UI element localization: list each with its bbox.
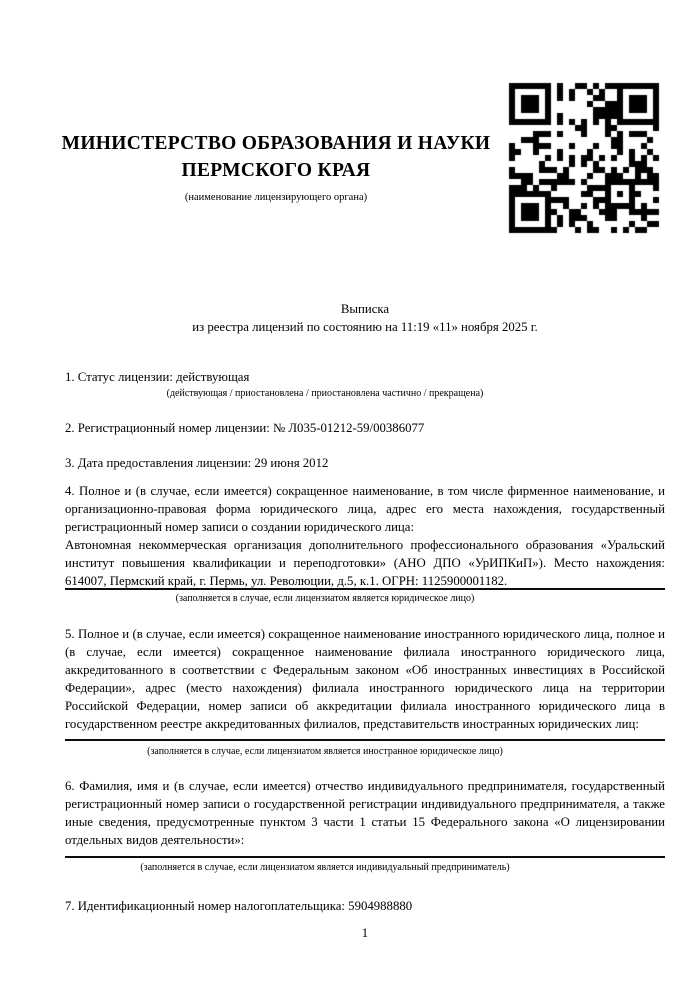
field-taxpayer-number: 7. Идентификационный номер налогоплательщика: 5904988880 xyxy=(65,899,413,913)
ministry-name-line2: ПЕРМСКОГО КРАЯ xyxy=(181,160,371,181)
ministry-header xyxy=(40,130,512,203)
foreign-entity-label: 5. Полное и (в случае, если имеется) сокращенное наименование иностранного юридического лица, полное и (в случае, если имеется) сокращенное наименование филиала иностранного юридического лица, аккредитованного в соответствии с Федеральным законом «Об иностранных инвестициях в Российской Федерации», адрес (место нахождения) филиала иностранного юридического лица на территории Российской Федерации, номер записи об аккредитации филиала иностранного юридического лица в государственном реестре аккредитованных филиалов, представительств иностранных юридических лиц: xyxy=(65,627,665,731)
document-title-line2: из реестра лицензий по состоянию на 11:19 «11» ноября 2025 г. xyxy=(192,320,538,334)
foreign-entity-underline xyxy=(65,739,665,741)
legal-entity-value: Автономная некоммерческая организация дополнительного профессионального образования «Уральский институт повышения квалификации и переподготовки» (АНО ДПО «УрИПКиП»). Место нахождения: 614007, Пермский край, г. Пермь, ул. Революции, д.5, к.1. ОГРН: 1125900001182. xyxy=(65,538,665,588)
field-legal-entity xyxy=(65,482,665,590)
page-number: 1 xyxy=(361,926,369,940)
document-title xyxy=(65,300,665,336)
entrepreneur-caption: (заполняется в случае, если лицензиатом является индивидуальный предприниматель) xyxy=(140,862,510,873)
field-grant-date: 3. Дата предоставления лицензии: 29 июня 2012 xyxy=(65,456,329,470)
ministry-name-line1: МИНИСТЕРСТВО ОБРАЗОВАНИЯ И НАУКИ xyxy=(61,133,491,154)
field-foreign-entity xyxy=(65,625,665,733)
document-title-line1: Выписка xyxy=(340,302,390,316)
field-registration-number: 2. Регистрационный номер лицензии: № Л035-01212-59/00386077 xyxy=(65,421,425,435)
field-license-status: 1. Статус лицензии: действующая xyxy=(65,370,250,384)
legal-entity-underline xyxy=(65,588,665,590)
field-entrepreneur xyxy=(65,777,665,849)
legal-entity-label: 4. Полное и (в случае, если имеется) сокращенное наименование, в том числе фирменное наименование, и организационно-правовая форма юридического лица, адрес его места нахождения, государственный регистрационный номер записи о создании юридического лица: xyxy=(65,484,665,534)
qr-code-icon xyxy=(504,78,664,238)
ministry-caption: (наименование лицензирующего органа) xyxy=(184,192,368,203)
license-status-caption: (действующая / приостановлена / приостановлена частично / прекращена) xyxy=(166,388,484,399)
legal-entity-caption: (заполняется в случае, если лицензиатом является юридическое лицо) xyxy=(175,593,475,604)
entrepreneur-label: 6. Фамилия, имя и (в случае, если имеется) отчество индивидуального предпринимателя, государственный регистрационный номер записи о государственной регистрации индивидуального предпринимателя, а также иные сведения, предусмотренные пунктом 3 части 1 статьи 15 Федерального закона «О лицензировании отдельных видов деятельности»: xyxy=(65,779,665,847)
foreign-entity-caption: (заполняется в случае, если лицензиатом является иностранное юридическое лицо) xyxy=(147,746,503,757)
entrepreneur-underline xyxy=(65,856,665,858)
